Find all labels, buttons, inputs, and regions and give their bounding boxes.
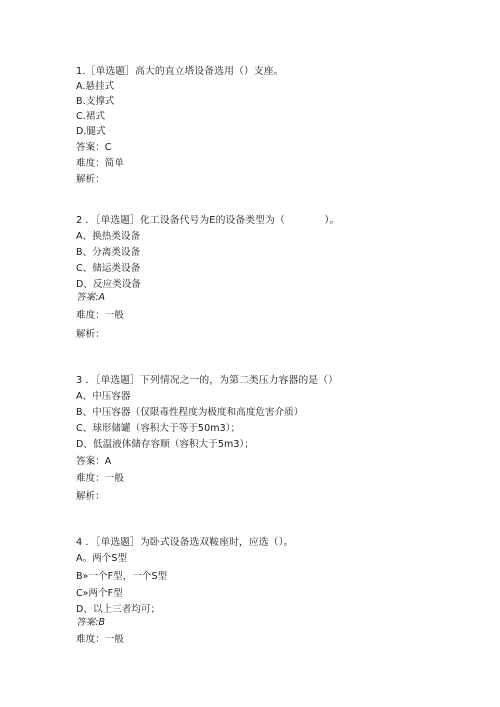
question-2-answer: 答案:A bbox=[76, 292, 106, 303]
question-1-option-d: D.腿式 bbox=[76, 126, 106, 137]
question-3-analysis: 解析： bbox=[76, 491, 105, 502]
question-3-option-d: D、低温液体储存容顺（容积大于5m3）； bbox=[76, 439, 254, 450]
question-1-answer: 答案：C bbox=[76, 142, 112, 153]
question-2-option-a: A、换热类设备 bbox=[76, 231, 141, 242]
question-4-option-d: D、以上三者均可； bbox=[76, 604, 161, 615]
question-1-stem: 1.［单选题］高大的直立塔设备选用（）支座。 bbox=[76, 66, 284, 77]
question-3-answer: 答案：A bbox=[76, 456, 112, 467]
question-1-option-a: A.悬挂式 bbox=[76, 81, 115, 92]
question-3-difficulty: 难度：一般 bbox=[76, 473, 125, 484]
question-2-option-d: D、反应类设备 bbox=[76, 279, 142, 290]
question-1-option-c: C.裙式 bbox=[76, 111, 106, 122]
question-4-option-c: C»两个F型 bbox=[76, 588, 123, 599]
question-4-stem: 4 ．［单选题］为卧式设备选双鞍座时，应选（）。 bbox=[76, 537, 294, 548]
question-2-difficulty: 难度：一般 bbox=[76, 310, 125, 321]
question-2-analysis: 解析： bbox=[76, 329, 105, 340]
question-3-stem: 3 ．［单选题］下列情况之一的，为第二类压力容器的是（） bbox=[76, 375, 338, 386]
question-3-option-c: C、球形储罐（容积大于等于50m3）； bbox=[76, 423, 241, 434]
question-2-option-b: B、分离类设备 bbox=[76, 247, 141, 258]
question-3-option-a: A、中压容器 bbox=[76, 391, 131, 402]
question-4-answer: 答案:B bbox=[76, 617, 106, 628]
question-1-difficulty: 难度：简单 bbox=[76, 158, 125, 169]
question-2-stem: 2 ．［单选题］化工设备代号为E的设备类型为（ ）。 bbox=[76, 215, 340, 226]
question-2-option-c: C、储运类设备 bbox=[76, 263, 141, 274]
question-1-option-b: B.支撑式 bbox=[76, 96, 115, 107]
question-3-option-b: B、中压容器（仅限毒性程度为极度和高度危害介质） bbox=[76, 407, 304, 418]
question-1-analysis: 解析： bbox=[76, 174, 105, 185]
question-4-option-a: A。两个S型 bbox=[76, 553, 128, 564]
question-4-difficulty: 难度：一般 bbox=[76, 634, 125, 645]
question-4-option-b: B»一个F型，一个S型 bbox=[76, 571, 168, 582]
